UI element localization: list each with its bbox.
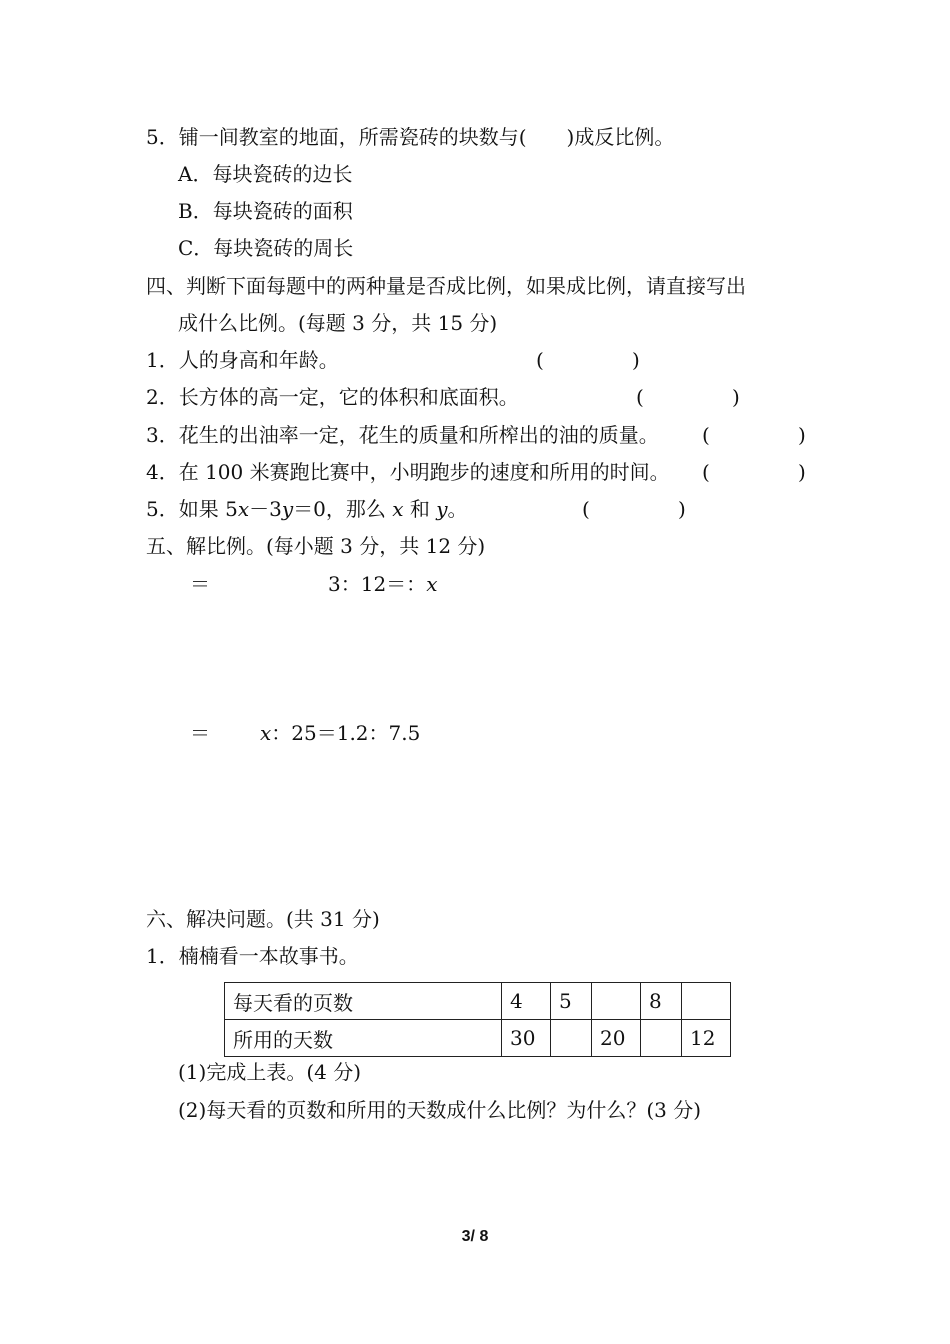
sec4-item-4: 4．在 100 米赛跑比赛中，小明跑步的速度和所用的时间。 bbox=[146, 460, 670, 484]
q3-5-option-a: A．每块瓷砖的边长 bbox=[178, 162, 353, 186]
table-cell: 20 bbox=[592, 1020, 641, 1057]
table-row-label: 每天看的页数 bbox=[225, 983, 502, 1020]
equation-2-right: x：25＝1.2：7.5 bbox=[260, 721, 421, 745]
answer-paren-open: ( bbox=[536, 348, 544, 372]
q3-5-option-c: C．每块瓷砖的周长 bbox=[178, 236, 354, 260]
answer-paren-close: ) bbox=[798, 460, 806, 484]
sec4-item-2: 2．长方体的高一定，它的体积和底面积。 bbox=[146, 385, 519, 409]
sec4-item-1: 1．人的身高和年龄。 bbox=[146, 348, 339, 372]
table-cell: 5 bbox=[551, 983, 592, 1020]
table-cell: 8 bbox=[641, 983, 682, 1020]
q3-5-option-b: B．每块瓷砖的面积 bbox=[178, 199, 353, 223]
q3-5-stem: 5．铺一间教室的地面，所需瓷砖的块数与( )成反比例。 bbox=[146, 125, 675, 149]
table-cell: 4 bbox=[502, 983, 551, 1020]
reading-table bbox=[224, 982, 731, 1057]
table-row-label: 所用的天数 bbox=[225, 1020, 502, 1057]
page-number: 3/ 8 bbox=[461, 1228, 489, 1245]
table-cell: 30 bbox=[502, 1020, 551, 1057]
section-4-title-line1: 四、判断下面每题中的两种量是否成比例，如果成比例，请直接写出 bbox=[146, 274, 746, 298]
section-5-title: 五、解比例。(每小题 3 分，共 12 分) bbox=[146, 534, 486, 558]
answer-paren-open: ( bbox=[636, 385, 644, 409]
answer-paren-open: ( bbox=[702, 460, 710, 484]
table-cell bbox=[551, 1020, 592, 1057]
table-row bbox=[225, 983, 731, 1020]
table-cell bbox=[641, 1020, 682, 1057]
answer-paren-close: ) bbox=[632, 348, 640, 372]
sub-question-1: (1)完成上表。(4 分) bbox=[178, 1060, 362, 1084]
equation-1-left: ＝ bbox=[190, 572, 210, 596]
section-4-title-line2: 成什么比例。(每题 3 分，共 15 分) bbox=[178, 311, 498, 335]
sec6-question-1: 1．楠楠看一本故事书。 bbox=[146, 944, 359, 968]
table-cell bbox=[592, 983, 641, 1020]
answer-paren-close: ) bbox=[798, 423, 806, 447]
equation-1-right: 3：12＝：x bbox=[328, 572, 438, 596]
answer-paren-open: ( bbox=[582, 497, 590, 521]
answer-paren-open: ( bbox=[702, 423, 710, 447]
table-cell bbox=[682, 983, 731, 1020]
table-cell: 12 bbox=[682, 1020, 731, 1057]
table-row bbox=[225, 1020, 731, 1057]
answer-paren-close: ) bbox=[732, 385, 740, 409]
section-6-title: 六、解决问题。(共 31 分) bbox=[146, 907, 380, 931]
sec4-item-5: 5．如果 5x－3y＝0，那么 x 和 y。 bbox=[146, 497, 468, 521]
sub-question-2: (2)每天看的页数和所用的天数成什么比例？为什么？(3 分) bbox=[178, 1098, 702, 1122]
equation-2-left: ＝ bbox=[190, 721, 210, 745]
sec4-item-3: 3．花生的出油率一定，花生的质量和所榨出的油的质量。 bbox=[146, 423, 659, 447]
answer-paren-close: ) bbox=[678, 497, 686, 521]
